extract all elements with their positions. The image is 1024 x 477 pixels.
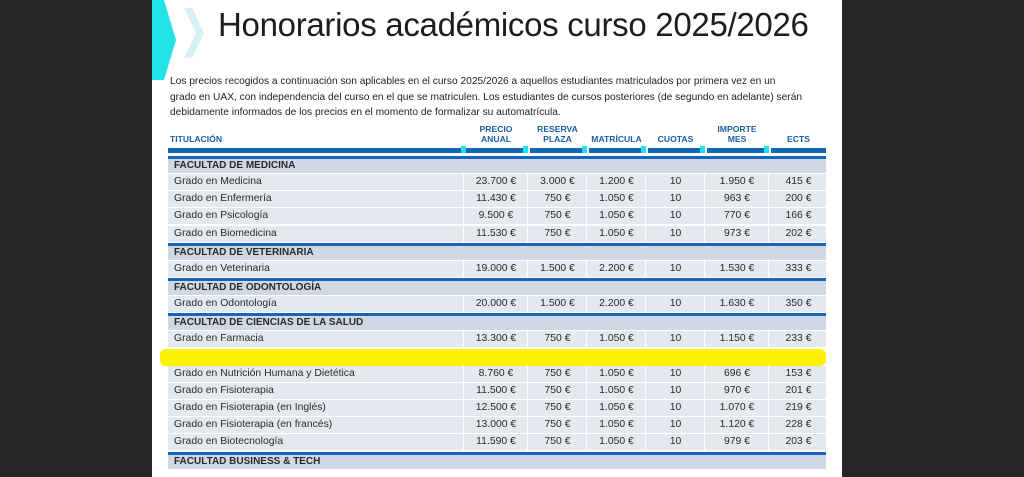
column-header: RESERVA PLAZA bbox=[537, 124, 578, 144]
fee-cell: 19.000 € bbox=[475, 262, 517, 274]
header-separator bbox=[641, 146, 646, 153]
table-row bbox=[168, 331, 826, 348]
header-rule bbox=[648, 148, 703, 153]
fee-cell: 750 € bbox=[544, 333, 571, 345]
fee-cell: 1.070 € bbox=[719, 402, 755, 413]
cell-divider bbox=[527, 191, 528, 208]
table-row bbox=[168, 191, 826, 208]
fee-cell: 10 bbox=[669, 402, 682, 413]
section-header bbox=[168, 156, 826, 173]
section-header bbox=[168, 313, 826, 330]
cell-divider bbox=[586, 331, 587, 348]
cell-divider bbox=[704, 400, 705, 417]
cell-divider bbox=[463, 191, 464, 208]
fee-cell: 1.050 € bbox=[599, 333, 634, 345]
fee-cell: 1.050 € bbox=[599, 436, 634, 448]
fee-cell: 350 € bbox=[785, 298, 812, 309]
intro-line: Los precios recogidos a continuación son aplicables en el curso 2025/2026 a aquellos estudiantes matriculados por primera vez en un bbox=[170, 76, 776, 87]
table-row bbox=[168, 174, 826, 191]
fee-cell: 750 € bbox=[544, 227, 571, 239]
fee-cell: 201 € bbox=[785, 384, 812, 396]
fee-cell: 10 bbox=[669, 367, 682, 379]
fee-cell: 973 € bbox=[723, 227, 750, 239]
cell-divider bbox=[463, 383, 464, 400]
cell-divider bbox=[586, 400, 587, 417]
cell-divider bbox=[704, 174, 705, 191]
fee-cell: 696 € bbox=[723, 367, 750, 379]
cell-divider bbox=[645, 331, 646, 348]
fee-cell: 23.700 € bbox=[475, 176, 517, 187]
fee-cell: 750 € bbox=[544, 419, 571, 431]
cell-divider bbox=[645, 226, 646, 243]
cell-divider bbox=[527, 383, 528, 400]
column-header: PRECIO ANUAL bbox=[479, 124, 513, 144]
degree-name: Grado en Fisioterapia (en Inglés) bbox=[174, 402, 326, 413]
cell-divider bbox=[768, 296, 769, 313]
fee-cell: 1.500 € bbox=[540, 262, 575, 274]
fee-cell: 3.000 € bbox=[540, 176, 575, 187]
fee-cell: 750 € bbox=[544, 402, 571, 413]
chevron-decoration-icon bbox=[152, 0, 176, 80]
fee-cell: 8.760 € bbox=[478, 367, 514, 379]
cell-divider bbox=[527, 366, 528, 383]
fee-cell: 10 bbox=[669, 333, 682, 345]
cell-divider bbox=[704, 261, 705, 278]
cell-divider bbox=[645, 208, 646, 225]
header-rule bbox=[530, 148, 585, 153]
column-header: TITULACIÓN bbox=[170, 133, 223, 144]
cell-divider bbox=[768, 366, 769, 383]
cell-divider bbox=[704, 331, 705, 348]
table-row bbox=[168, 434, 826, 451]
cell-divider bbox=[463, 417, 464, 434]
column-header: IMPORTE MES bbox=[717, 124, 757, 144]
cell-divider bbox=[463, 400, 464, 417]
cell-divider bbox=[527, 208, 528, 225]
fee-cell: 1.050 € bbox=[599, 227, 634, 239]
fee-cell: 10 bbox=[669, 227, 682, 239]
cell-divider bbox=[463, 296, 464, 313]
cell-divider bbox=[768, 261, 769, 278]
fee-cell: 11.500 € bbox=[476, 384, 516, 396]
fee-cell: 233 € bbox=[785, 333, 812, 345]
fee-cell: 10 bbox=[669, 176, 682, 187]
fee-cell: 10 bbox=[669, 210, 682, 222]
table-row bbox=[168, 417, 826, 434]
fee-cell: 1.050 € bbox=[599, 419, 634, 431]
degree-name: Grado en Medicina bbox=[174, 176, 262, 187]
fee-cell: 1.630 € bbox=[719, 298, 755, 309]
fee-cell: 979 € bbox=[723, 436, 750, 448]
fee-cell: 1.950 € bbox=[719, 176, 755, 187]
intro-line: debidamente informados de los precios en el momento de formalizar su automatrícula. bbox=[170, 107, 561, 118]
table-row bbox=[168, 296, 826, 313]
cell-divider bbox=[463, 261, 464, 278]
cell-divider bbox=[527, 174, 528, 191]
cell-divider bbox=[463, 366, 464, 383]
fee-cell: 10 bbox=[669, 298, 682, 309]
fee-cell: 750 € bbox=[544, 193, 571, 205]
fee-cell: 963 € bbox=[723, 193, 750, 205]
fee-cell: 9.500 € bbox=[478, 210, 514, 222]
intro-paragraph bbox=[170, 74, 828, 121]
degree-name: Grado en Farmacia bbox=[174, 333, 264, 345]
fee-cell: 200 € bbox=[785, 193, 812, 205]
fee-cell: 2.200 € bbox=[599, 262, 634, 274]
section-header bbox=[168, 452, 826, 469]
header-rule bbox=[168, 148, 464, 153]
fee-cell: 770 € bbox=[723, 210, 750, 222]
cell-divider bbox=[704, 366, 705, 383]
table-header bbox=[168, 122, 826, 154]
fee-cell: 1.050 € bbox=[599, 210, 634, 222]
fee-cell: 203 € bbox=[785, 436, 812, 448]
cell-divider bbox=[768, 331, 769, 348]
cell-divider bbox=[586, 208, 587, 225]
fee-cell: 13.000 € bbox=[475, 419, 517, 431]
cell-divider bbox=[586, 383, 587, 400]
cell-divider bbox=[645, 296, 646, 313]
cell-divider bbox=[586, 191, 587, 208]
column-header: MATRÍCULA bbox=[591, 133, 642, 144]
cell-divider bbox=[645, 417, 646, 434]
cell-divider bbox=[645, 400, 646, 417]
fee-cell: 1.050 € bbox=[599, 402, 634, 413]
degree-name: Grado en Enfermería bbox=[174, 193, 272, 205]
table-row bbox=[168, 383, 826, 400]
fee-cell: 12.500 € bbox=[475, 402, 517, 413]
cell-divider bbox=[704, 226, 705, 243]
intro-line: grado en UAX, con independencia del curso en el que se matriculen. Los estudiantes de cursos posteriores (de segundo en adelante) serán bbox=[170, 91, 803, 103]
fee-cell: 1.150 € bbox=[719, 333, 755, 345]
cell-divider bbox=[527, 261, 528, 278]
table-row bbox=[168, 366, 826, 383]
section-label: FACULTAD DE CIENCIAS DE LA SALUD bbox=[174, 317, 364, 329]
cell-divider bbox=[645, 174, 646, 191]
document-page bbox=[152, 0, 842, 477]
table-row bbox=[168, 400, 826, 417]
cell-divider bbox=[527, 400, 528, 417]
header-rule bbox=[771, 148, 826, 153]
cell-divider bbox=[527, 417, 528, 434]
degree-name: Grado en Biotecnología bbox=[174, 436, 284, 448]
column-header: ECTS bbox=[787, 133, 810, 144]
section-label: FACULTAD DE VETERINARIA bbox=[174, 246, 314, 258]
cell-divider bbox=[704, 191, 705, 208]
cell-divider bbox=[463, 174, 464, 191]
cell-divider bbox=[645, 366, 646, 383]
degree-name: Grado en Veterinaria bbox=[174, 262, 270, 274]
fee-cell: 219 € bbox=[785, 402, 812, 413]
fee-cell: 153 € bbox=[785, 367, 812, 379]
cell-divider bbox=[768, 434, 769, 451]
cell-divider bbox=[645, 191, 646, 208]
cell-divider bbox=[527, 434, 528, 451]
fee-cell: 166 € bbox=[785, 210, 812, 222]
fee-cell: 1.200 € bbox=[599, 176, 634, 187]
degree-name: Grado en Fisioterapia bbox=[174, 384, 274, 396]
cell-divider bbox=[586, 174, 587, 191]
fee-cell: 11.530 € bbox=[476, 227, 516, 239]
cell-divider bbox=[768, 400, 769, 417]
section-header bbox=[168, 243, 826, 260]
header-separator bbox=[700, 146, 705, 153]
fee-cell: 1.530 € bbox=[719, 262, 755, 274]
cell-divider bbox=[463, 208, 464, 225]
fee-cell: 750 € bbox=[544, 384, 571, 396]
fee-cell: 10 bbox=[669, 436, 682, 448]
degree-name: Grado en Odontología bbox=[174, 298, 277, 309]
cell-divider bbox=[463, 331, 464, 348]
degree-name: Grado en Biomedicina bbox=[174, 227, 277, 239]
column-header: CUOTAS bbox=[657, 133, 694, 144]
fee-cell: 1.050 € bbox=[599, 367, 634, 379]
cell-divider bbox=[527, 226, 528, 243]
fee-cell: 415 € bbox=[785, 176, 812, 187]
fee-cell: 1.050 € bbox=[599, 193, 634, 205]
fee-cell: 2.200 € bbox=[599, 298, 634, 309]
degree-name: Grado en Fisioterapia (en francés) bbox=[174, 419, 333, 431]
fee-cell: 20.000 € bbox=[475, 298, 517, 309]
fee-cell: 228 € bbox=[785, 419, 812, 431]
header-rule bbox=[707, 148, 767, 153]
cell-divider bbox=[463, 434, 464, 451]
cell-divider bbox=[463, 226, 464, 243]
section-header bbox=[168, 278, 826, 295]
table-row bbox=[168, 208, 826, 225]
cell-divider bbox=[586, 434, 587, 451]
fee-cell: 10 bbox=[669, 193, 682, 205]
header-rule bbox=[466, 148, 526, 153]
cell-divider bbox=[704, 417, 705, 434]
degree-name: Grado en Psicología bbox=[174, 210, 269, 222]
cell-divider bbox=[586, 226, 587, 243]
cell-divider bbox=[768, 383, 769, 400]
fee-cell: 11.430 € bbox=[476, 193, 516, 205]
cell-divider bbox=[768, 208, 769, 225]
header-separator bbox=[764, 146, 769, 153]
cell-divider bbox=[527, 331, 528, 348]
header-rule bbox=[589, 148, 644, 153]
cell-divider bbox=[768, 191, 769, 208]
cell-divider bbox=[704, 383, 705, 400]
chevron-light-icon bbox=[182, 8, 206, 58]
header-separator bbox=[523, 146, 528, 153]
cell-divider bbox=[645, 434, 646, 451]
fee-cell: 970 € bbox=[723, 384, 750, 396]
highlight-marker bbox=[160, 349, 826, 366]
cell-divider bbox=[586, 296, 587, 313]
fee-cell: 10 bbox=[669, 262, 682, 274]
fee-cell: 1.050 € bbox=[599, 384, 634, 396]
fee-cell: 11.590 € bbox=[476, 436, 516, 448]
table-row bbox=[168, 261, 826, 278]
fee-cell: 750 € bbox=[544, 436, 571, 448]
degree-name: Grado en Nutrición Humana y Dietética bbox=[174, 367, 355, 379]
header-separator bbox=[582, 146, 587, 153]
section-label: FACULTAD BUSINESS & TECH bbox=[174, 455, 321, 467]
cell-divider bbox=[768, 417, 769, 434]
fee-cell: 13.300 € bbox=[475, 333, 517, 345]
fee-cell: 10 bbox=[669, 419, 682, 431]
cell-divider bbox=[704, 208, 705, 225]
section-label: FACULTAD DE MEDICINA bbox=[174, 160, 296, 171]
cell-divider bbox=[704, 296, 705, 313]
table-row bbox=[168, 226, 826, 243]
cell-divider bbox=[527, 296, 528, 313]
cell-divider bbox=[645, 383, 646, 400]
fee-cell: 10 bbox=[669, 384, 682, 396]
fee-cell: 1.120 € bbox=[719, 419, 755, 431]
fee-cell: 1.500 € bbox=[540, 298, 575, 309]
cell-divider bbox=[704, 434, 705, 451]
cell-divider bbox=[586, 417, 587, 434]
cell-divider bbox=[586, 261, 587, 278]
page-title: Honorarios académicos curso 2025/2026 bbox=[218, 6, 809, 43]
cell-divider bbox=[586, 366, 587, 383]
cell-divider bbox=[768, 226, 769, 243]
section-label: FACULTAD DE ODONTOLOGÍA bbox=[174, 282, 322, 293]
fee-cell: 750 € bbox=[544, 367, 571, 379]
cell-divider bbox=[768, 174, 769, 191]
fee-cell: 202 € bbox=[785, 227, 812, 239]
fee-cell: 333 € bbox=[785, 262, 812, 274]
fee-cell: 750 € bbox=[544, 210, 571, 222]
cell-divider bbox=[645, 261, 646, 278]
